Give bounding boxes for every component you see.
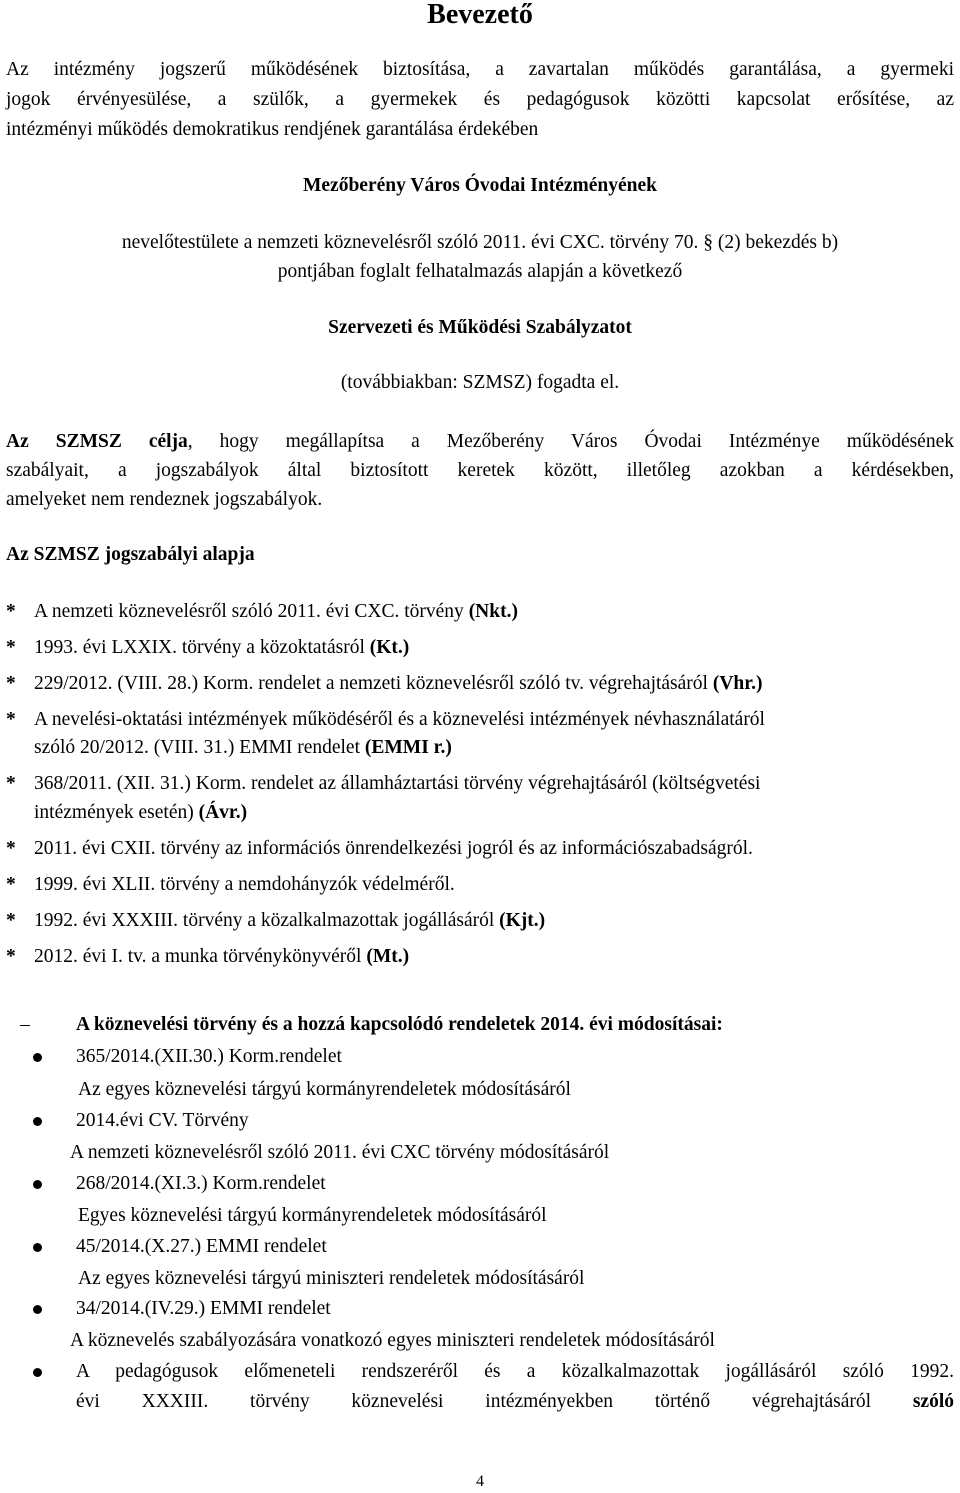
- amendment-reference: 268/2014.(XI.3.) Korm.rendelet: [76, 1173, 326, 1194]
- law-text: szóló 20/2012. (VIII. 31.) EMMI rendelet: [34, 737, 365, 758]
- institution-name: Mezőberény Város Óvodai Intézményének: [302, 175, 658, 196]
- law-item-line-2: [34, 736, 452, 760]
- law-item-line-2: [34, 801, 247, 825]
- bullet-star: *: [6, 773, 16, 794]
- bullet-dot: [33, 1053, 42, 1062]
- document-title: Szervezeti és Működési Szabályzatot: [328, 317, 632, 338]
- law-item: [34, 600, 518, 624]
- law-text: 2012. évi I. tv. a munka törvénykönyvéről: [34, 946, 367, 967]
- bullet-star: *: [6, 946, 16, 967]
- law-abbreviation: (Nkt.): [468, 601, 518, 622]
- authority-line-2: pontjában foglalt felhatalmazás alapján a következő: [277, 261, 683, 282]
- law-item: [34, 909, 545, 933]
- intro-line-1: Az intézmény jogszerű működésének biztosítása, a zavartalan működés garantálása, a gyermeki: [6, 59, 954, 80]
- law-abbreviation: (Ávr.): [198, 802, 248, 823]
- bullet-star: *: [6, 637, 16, 658]
- law-abbreviation: (Kjt.): [499, 910, 546, 931]
- law-abbreviation: (Mt.): [366, 946, 410, 967]
- amendment-reference: 365/2014.(XII.30.) Korm.rendelet: [76, 1046, 342, 1067]
- amendment-description: Az egyes köznevelési tárgyú miniszteri rendeletek módosításáról: [78, 1268, 585, 1289]
- law-item: 2011. évi CXII. törvény az információs önrendelkezési jogról és az információszabadságról.: [34, 838, 753, 859]
- page-title: Bevezető: [427, 0, 533, 30]
- amendment-description: A köznevelés szabályozására vonatkozó egyes miniszteri rendeletek módosításáról: [70, 1330, 715, 1351]
- amendment-last-bold: szóló: [912, 1391, 954, 1412]
- bullet-dot: [33, 1305, 42, 1314]
- law-item: [34, 672, 763, 696]
- bullet-dot: [33, 1117, 42, 1126]
- law-text: 1993. évi LXXIX. törvény a közoktatásról: [34, 637, 370, 658]
- dash-bullet: –: [20, 1014, 30, 1035]
- purpose-line-3: amelyeket nem rendeznek jogszabályok.: [6, 489, 323, 510]
- law-text: 229/2012. (VIII. 28.) Korm. rendelet a nemzeti köznevelésről szóló tv. végrehajtásáról: [34, 673, 713, 694]
- amendment-reference: 2014.évi CV. Törvény: [76, 1110, 249, 1131]
- amendment-reference: 34/2014.(IV.29.) EMMI rendelet: [76, 1298, 331, 1319]
- law-text: intézmények esetén): [34, 802, 199, 823]
- adopted-statement: (továbbiakban: SZMSZ) fogadta el.: [340, 372, 620, 393]
- bullet-star: *: [6, 838, 16, 859]
- law-text: A nemzeti köznevelésről szóló 2011. évi CXC. törvény: [34, 601, 469, 622]
- law-item: 1999. évi XLII. törvény a nemdohányzók védelméről.: [34, 874, 455, 895]
- law-item: [34, 636, 409, 660]
- law-text: 1992. évi XXXIII. törvény a közalkalmazottak jogállásáról: [34, 910, 500, 931]
- amendment-last-line-1: A pedagógusok előmeneteli rendszeréről és a közalkalmazottak jogállásáról szóló 1992.: [76, 1361, 954, 1382]
- purpose-line-2: szabályait, a jogszabályok által biztosított keretek között, illetőleg azokban a kérdésekben,: [6, 460, 954, 481]
- purpose-bold-lead: Az SZMSZ célja: [6, 431, 188, 452]
- authority-line-1: nevelőtestülete a nemzeti köznevelésről szóló 2011. évi CXC. törvény 70. § (2) bekezdés b): [121, 232, 839, 253]
- purpose-line-1-rest: , hogy megállapítsa a Mezőberény Város Óvodai Intézménye működésének: [187, 431, 954, 452]
- amendment-last-line-2: [76, 1390, 954, 1414]
- amendment-reference: 45/2014.(X.27.) EMMI rendelet: [76, 1236, 327, 1257]
- amendment-description: Az egyes köznevelési tárgyú kormányrendeletek módosításáról: [78, 1079, 571, 1100]
- amendment-description: A nemzeti köznevelésről szóló 2011. évi CXC törvény módosításáról: [70, 1142, 610, 1163]
- legal-basis-heading: Az SZMSZ jogszabályi alapja: [6, 544, 255, 565]
- bullet-star: *: [6, 874, 16, 895]
- intro-line-3: intézményi működés demokratikus rendjének garantálása érdekében: [6, 119, 539, 140]
- intro-line-2: jogok érvényesülése, a szülők, a gyermekek és pedagógusok közötti kapcsolat erősítése, az: [6, 89, 954, 110]
- law-item-line-1: A nevelési-oktatási intézmények működéséről és a köznevelési intézmények névhasználatáról: [34, 709, 765, 730]
- bullet-dot: [33, 1243, 42, 1252]
- page-number: 4: [476, 1473, 484, 1490]
- bullet-star: *: [6, 709, 16, 730]
- law-abbreviation: (EMMI r.): [364, 737, 452, 758]
- amendment-last-text: évi XXXIII. törvény köznevelési intézményekben történő végrehajtásáról: [76, 1391, 872, 1412]
- bullet-star: *: [6, 910, 16, 931]
- bullet-dot: [33, 1180, 42, 1189]
- amendments-heading: A köznevelési törvény és a hozzá kapcsolódó rendeletek 2014. évi módosításai:: [76, 1014, 723, 1035]
- law-abbreviation: (Kt.): [369, 637, 410, 658]
- bullet-star: *: [6, 601, 16, 622]
- purpose-line-1: [6, 430, 954, 454]
- law-item-line-1: 368/2011. (XII. 31.) Korm. rendelet az államháztartási törvény végrehajtásáról (költségvetési: [34, 773, 761, 794]
- bullet-star: *: [6, 673, 16, 694]
- bullet-dot: [33, 1368, 42, 1377]
- law-abbreviation: (Vhr.): [712, 673, 763, 694]
- law-item: [34, 945, 409, 969]
- amendment-description: Egyes köznevelési tárgyú kormányrendeletek módosításáról: [78, 1205, 547, 1226]
